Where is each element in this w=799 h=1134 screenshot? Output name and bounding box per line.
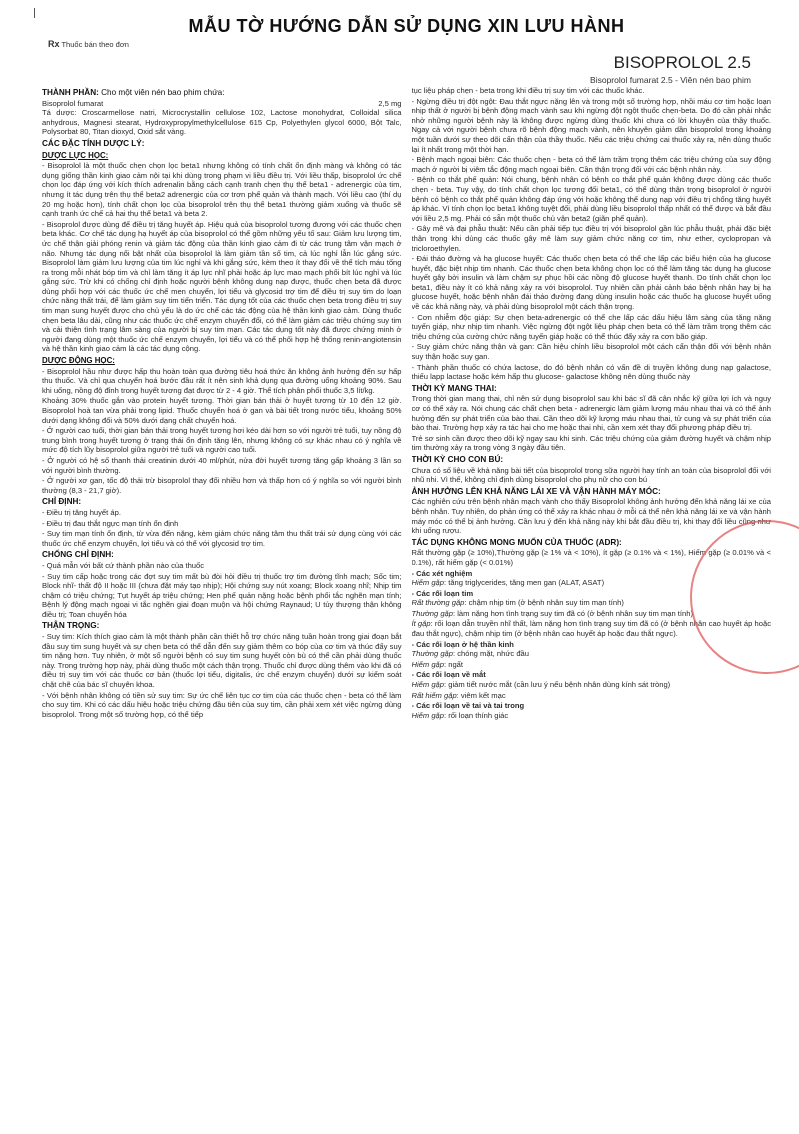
right-column (412, 86, 772, 1126)
adr-eye-2 (412, 691, 772, 701)
content-columns (42, 86, 771, 1126)
adr-text: : viêm kết mạc (456, 690, 506, 700)
adr-text: : chóng mặt, nhức đầu (453, 649, 530, 659)
page-title: MẪU TỜ HƯỚNG DẪN SỬ DỤNG XIN LƯU HÀNH (188, 16, 625, 36)
adr-nervous: - Các rối loạn ở hệ thần kinh (411, 639, 514, 649)
pregnancy-2: Trẻ sơ sinh cần được theo dõi kỹ ngay sau khi sinh. Các triệu chứng của giảm đường huyết và chậm nhịp tim thường xảy ra trong vòng 3 ngày đầu tiên. (411, 433, 771, 453)
adr-text: : rối loạn thính giác (444, 710, 509, 720)
freq-label: Hiếm gặp (411, 578, 444, 588)
adr-title: TÁC DỤNG KHÔNG MONG MUỐN CỦA THUỐC (ADR): (411, 537, 622, 547)
left-column (42, 86, 402, 1126)
warning-bronchospasm: - Bệnh co thắt phế quản: Nói chung, bệnh nhân có bệnh co thắt phế quản không được dùng các thuốc chẹn - beta. Tuy vậy, do tính chất chọn lọc tương đối beta1, có thể dùng thận trọng bisoprolol ở người bệnh có bệnh co thắt phế quản không đáp ứng với hoặc không thể dung nạp với điều trị chống tăng huyết áp khác. Vì tính chọn lọc beta1 không tuyệt đối, phải dùng liều bisoprolol thấp nhất có thể được và bắt đầu với liều 2,5 mg. Phải có sẵn một thuốc chủ vận beta2 (giãn phế quản). (411, 175, 771, 223)
pk-paragraph-4: - Ở người có hệ số thanh thải creatinin dưới 40 ml/phút, nửa đời huyết tương tăng gấp khoảng 3 lần so với người bình thường. (42, 455, 402, 475)
freq-label: Hiếm gặp (411, 659, 444, 669)
crop-mark (34, 8, 39, 18)
adr-eye-1 (412, 680, 772, 690)
freq-label: Ít gặp (411, 619, 431, 629)
adr-ear-1 (412, 711, 772, 721)
freq-label: Hiếm gặp (411, 680, 444, 690)
active-ingredient-row (42, 99, 402, 109)
adr-text: : giảm tiết nước mắt (cần lưu ý nếu bệnh nhân dùng kính sát tròng) (444, 680, 671, 690)
pk-paragraph-3: - Ở người cao tuổi, thời gian bán thải trong huyết tương hơi kéo dài hơn so với người trẻ tuổi, tuy nồng độ trung bình trong huyết tương ở trạng thái ổn định tăng lên, nhưng không có sự khác nhau có ý nghĩa về mức độ tích lũy bisoprolol giữa người trẻ tuổi và người cao tuổi. (42, 426, 402, 455)
indications-title: CHỈ ĐỊNH: (42, 497, 82, 507)
excipients: Tá dược: Croscarmellose natri, Microcrystallin cellulose 102, Lactose monohydrat, Colloidal silica anhydrous, Magnesi stearat, Hydroxypropylmethylcellulose 615 Cp, Polyethylen glycol 6000, Bột Talc, Polysorbat 80, Titan dioxyd, Oxid sắt vàng. (42, 108, 402, 137)
adr-text: : rối loạn dẫn truyền nhĩ thất, làm nặng hơn tình trạng suy tim đã có (ở bệnh nhân cao huyết áp hoặc đau thắt ngực), chậm nhịp tim (ở bệnh nhân cao huyết áp hoặc đau thắt ngực). (411, 619, 771, 639)
adr-nervous-1 (412, 649, 772, 659)
adr-tests: - Các xét nghiệm (411, 568, 473, 578)
adr-cardiac-2 (412, 609, 772, 619)
warning-thyroid: - Cơn nhiễm độc giáp: Sự chẹn beta-adrenergic có thể che lấp các dấu hiệu lâm sàng của tăng năng tuyến giáp, như nhịp tim nhanh. Việc ngừng đột ngột liệu pháp chẹn beta có thể làm trầm trọng thêm các triệu chứng của cường chức năng tuyến giáp hoặc có thể thúc đẩy xảy ra cơn bão giáp. (411, 312, 771, 341)
warning-diabetes: - Đái tháo đường và hạ glucose huyết: Các thuốc chẹn beta có thể che lấp các biểu hiện của hạ glucose huyết, đặc biệt nhịp tim nhanh. Các thuốc chẹn beta không chọn lọc có thể làm tăng tác dụng hạ glucose huyết gây bởi insulin và làm chậm sự phục hồi các nồng độ glucose huyết thanh. Do tính chất chọn lọc beta1, điều này ít có khả năng xảy ra với bisoprolol. Tuy nhiên cần phải cảnh báo bệnh nhân hay bị hạ glucose huyết, hoặc bệnh nhân đái tháo đường đang dùng insulin hoặc các thuốc hạ glucose huyết uống về các khả năng này, và phải dùng bisoprolol một cách thận trọng. (411, 254, 771, 312)
drug-name: BISOPROLOL 2.5 (613, 53, 751, 72)
freq-label: Rất hiếm gặp (411, 690, 457, 700)
composition-intro: Cho một viên nén bao phim chứa: (101, 88, 225, 97)
pk-paragraph-2: Khoảng 30% thuốc gắn vào protein huyết tương. Thời gian bán thải ở huyết tương từ 10 đến 12 giờ. Bisoprolol hoà tan vừa phải trong lipid. Thuốc chuyển hoá ở gan và bài tiết trong nước tiểu, khoảng 50% dưới dạng không đổi và 50% dưới dạng chất chuyển hoá. (42, 396, 402, 425)
adr-cardiac-3 (412, 619, 772, 638)
lactation-1: Chưa có số liệu về khả năng bài tiết của bisoprolol trong sữa người hay tính an toàn của bisoprolol đối với nhũ nhi. Vì thế, không chỉ định dùng bisoprolol cho phụ nữ cho con bú (411, 465, 771, 485)
warning-renal-hepatic: - Suy giảm chức năng thận và gan: Cần hiệu chỉnh liều bisoprolol một cách cẩn thận đối với bệnh nhân suy thận hoặc suy gan. (411, 342, 771, 362)
drug-subtitle: Bisoprolol fumarat 2.5 - Viên nén bao phim (590, 75, 751, 85)
adr-nervous-2 (412, 660, 772, 670)
composition-section (42, 88, 402, 98)
warning-cont: tục liệu pháp chẹn - beta trong khi điều trị suy tim với các thuốc khác. (411, 86, 645, 95)
rx-note (48, 39, 771, 49)
indication-3: - Suy tim mạn tính ổn định, từ vừa đến nặng, kèm giảm chức năng tâm thu thất trái sử dụng cùng với các thuốc ức chế enzym chuyển, lợi tiểu và có thể với glycosid trợ tim. (42, 529, 402, 548)
contraindications-title: CHỐNG CHỈ ĐỊNH: (42, 550, 114, 560)
freq-label: Thường gặp (411, 649, 453, 659)
contraindication-1: - Quá mẫn với bất cứ thành phần nào của thuốc (42, 560, 205, 570)
pregnancy-1: Trong thời gian mang thai, chỉ nên sử dụng bisoprolol sau khi bác sĩ đã cân nhắc kỹ giữa lợi ích và nguy cơ có thể xảy ra. Nói chung các chất chẹn beta - adrenergic làm giảm lượng máu nhau thai và có thể ảnh hưởng đến sự phát triển của bào thai. Cần theo dõi kỹ lượng máu nhau thai, tử cung và sự phát triển của bào thai. Trường hợp xảy ra tác hại cho mẹ hoặc thai nhi, cần xem xét thay đổi phương pháp điều trị. (411, 394, 771, 433)
warning-abrupt-stop: - Ngừng điều trị đột ngột: Đau thắt ngực nặng lên và trong một số trường hợp, nhồi máu cơ tim hoặc loạn nhịp thất ở người bị bệnh động mạch vành sau khi ngừng đột ngột thuốc chẹn-beta. Do đó cần phải nhắc nhở những người bệnh này là không được ngừng dùng thuốc khi chưa có lời khuyên của thầy thuốc. Ngay cả với người bệnh chưa rõ bệnh động mạch vành, nên khuyên giảm dần bisoprolol trong khoảng một tuần dưới sự theo dõi cẩn thận của thầy thuốc. Nếu các triệu chứng cai thuốc xảy ra, nên dùng thuốc lại ít nhất trong một thời hạn. (411, 96, 771, 154)
pk-title: DƯỢC ĐỘNG HỌC: (42, 356, 115, 366)
freq-label: Hiếm gặp (411, 710, 444, 720)
pk-paragraph-5: - Ở người xơ gan, tốc độ thải trừ bisoprolol thay đổi nhiều hơn và thấp hơn có ý nghĩa so với người bình thường (8,3 - 21,7 giờ). (42, 476, 402, 495)
adr-eye: - Các rối loạn về mắt (411, 670, 486, 680)
warning-peripheral: - Bệnh mạch ngoại biên: Các thuốc chẹn - beta có thể làm trầm trọng thêm các triệu chứng của suy động mạch ở người bị viêm tắc động mạch ngoại biên. Cần thận trọng đối với các bệnh nhân này. (411, 155, 771, 174)
warnings-title: THẬN TRỌNG: (42, 621, 100, 631)
adr-cardiac: - Các rối loạn tim (411, 588, 474, 598)
adr-tests-rare (412, 578, 772, 588)
lactation-title: THỜI KỲ CHO CON BÚ: (411, 454, 504, 464)
driving-title: ẢNH HƯỞNG LÊN KHẢ NĂNG LÁI XE VÀ VẬN HÀNH MÁY MÓC: (411, 486, 661, 496)
contraindication-2: - Suy tim cấp hoặc trong các đợt suy tim mất bù đòi hỏi điều trị thuốc trợ tim đường tĩnh mạch; Sốc tim; Block nhĩ- thất độ II hoặc III (chưa đặt máy tạo nhịp); Hội chứng suy nút xoang; Block xoang nhĩ; Nhịp tim chậm có triệu chứng; Tụt huyết áp triệu chứng; Hen phế quản nặng hoặc bệnh phổi tắc nghẽn mạn tính; Bệnh lý động mạch ngoại vi tắc nghẽn giai đoạn muộn và hội chứng Raynaud; U tủy thượng thận không điều trị; Toan chuyển hóa (42, 571, 402, 619)
pd-paragraph-2: - Bisoprolol được dùng để điều trị tăng huyết áp. Hiệu quả của bisoprolol tương đương với các thuốc chẹn beta khác. Cơ chế tác dụng hạ huyết áp của bisoprolol có thể gồm những yếu tố sau: Giảm lưu lượng tim, ức chế thận giải phóng renin và giảm tác động của thần kinh giao cảm đi từ các trung tâm vận mạch ở não. Nhưng tác dụng nổi bật nhất của bisoprolol là làm giảm tần số tim, cả lúc nghỉ lẫn lúc gắng sức. Bisoprolol làm giảm lưu lượng của tim lúc nghỉ và khi gắng sức, kèm theo ít thay đổi về thể tích máu tống ra trong mỗi nhát bóp tim và chỉ làm tăng ít áp lực nhĩ phải hoặc áp lực mao mạch phổi bít lúc nghỉ và lúc gắng sức. Trừ khi có chống chỉ định hoặc người bệnh không dung nạp được, thuốc chẹn beta đã được dùng phối hợp với các thuốc ức chế men chuyển, lợi tiểu và glycosid trợ tim để điều trị suy tim do loạn chức năng thất trái, để làm giảm suy tim tiến triển. Tác dụng tốt của các thuốc chẹn beta trong điều trị suy tim mạn sung huyết được cho chủ yếu là do ức chế các tác động của hệ thần kinh giao cảm. Dùng thuốc chẹn beta lâu dài, cũng như các thuốc ức chế enzym chuyển đổi, có thể làm giảm các triệu chứng suy tim và cải thiện tình trạng lâm sàng của người bị suy tim mạn. Các tác dụng tốt này đã được chứng minh ở người đang dùng một thuốc ức chế enzym chuyển, lợi tiểu và có thể phối hợp hệ thống renin-angiotensin và hệ thần kinh giao cảm là các tác dụng cộng. (42, 219, 402, 354)
indication-2: - Điều trị đau thắt ngực mạn tính ổn định (42, 518, 179, 528)
active-name: Bisoprolol fumarat (42, 98, 104, 108)
pharm-title: CÁC ĐẶC TÍNH DƯỢC LÝ: (42, 138, 145, 148)
adr-frequency: Rất thường gặp (≥ 10%),Thường gặp (≥ 1% và < 10%), ít gặp (≥ 0.1% và < 1%), Hiếm gặp (≥ 0.01% và < 0.1%), rất hiếm gặp (< 0.01%) (411, 548, 771, 567)
warning-1: - Suy tim: Kích thích giao cảm là một thành phần cần thiết hỗ trợ chức năng tuần hoàn trong giai đoạn bắt đầu suy tim sung huyết và sự chẹn beta có thể dẫn đến suy giảm thêm co bóp của cơ tim và thúc đẩy suy tim nặng hơn. Tuy nhiên, ở một số người bệnh có suy tim sung huyết còn bù có thể cần phải dùng thuốc này. Trong trường hợp này, phải dùng thuốc một cách thận trọng. Thuốc chỉ được dùng thêm vào khi đã có điều trị suy tim với các thuốc cơ bản (thuốc lợi tiểu, digitalis, ức chế enzym chuyển) dưới sự kiểm soát chặt chẽ của bác sĩ chuyên khoa. (42, 632, 402, 690)
driving-1: Các nghiên cứu trên bệnh nhân mạch vành cho thấy Bisoprolol không ảnh hưởng đến khả năng lái xe của bệnh nhân. Tuy nhiên, do phản ứng có thể xảy ra khác nhau ở mỗi cá thể nên khả năng lái xe và vận hành máy móc có thể bị ảnh hưởng. Cần lưu ý đến khả năng này khi bắt đầu điều trị, khi thay đổi liều cũng như khi uống rượu. (411, 497, 771, 536)
pk-paragraph-1: - Bisoprolol hầu như được hấp thu hoàn toàn qua đường tiêu hoá thức ăn không ảnh hưởng đến sự hấp thu thuốc. Và chỉ qua chuyển hoá bước đầu rất ít nên sinh khả dụng qua đường uống khoảng 90%. Sau khi uống, nồng độ đỉnh trong huyết tương đạt được từ 2 - 4 giờ. Thể tích phân phối thuốc 3,5 lít/kg. (42, 366, 402, 395)
adr-text: : ngất (444, 659, 463, 669)
warning-2: - Với bệnh nhân không có tiền sử suy tim: Sự ức chế liên tục cơ tim của các thuốc chẹn - beta có thể làm cho suy tim. Khi có các dấu hiệu hoặc triệu chứng đầu tiên của suy tim, cần phải xem xét việc ngừng dùng bisoprolol. Trong một số trường hợp, có thể tiếp (42, 690, 402, 719)
pd-paragraph-1: - Bisoprolol là một thuốc chẹn chọn lọc beta1 nhưng không có tính chất ổn định màng và không có tác dụng giống thần kinh giao cảm nội tại khi dùng trong phạm vi liều điều trị. Với liều thấp, bisoprolol ức chế chọn lọc đáp ứng với kích thích adrenalin bằng cách cạnh tranh chẹn thụ thể beta1 - adrenergic của tim, nhưng ít tác dụng trên thụ thể beta2 adrenergic của cơ trơn phế quản và thành mạch. Với liều cao (thí dụ 20 mg hoặc hơn), tính chất chọn lọc của bisoprolol trên thụ thể beta1 thường giảm xuống và thuốc sẽ cạnh tranh ức chế cả hai thụ thể beta1 và beta 2. (42, 161, 402, 219)
adr-ear: - Các rối loạn về tai và tai trong (411, 701, 525, 711)
adr-text: : làm nặng hơn tình trạng suy tim đã có (ở bệnh nhân suy tim mạn tính) (453, 608, 694, 618)
composition-title: THÀNH PHẦN: (42, 88, 99, 97)
rx-symbol: Rx (48, 39, 60, 49)
adr-text: : tăng triglycerides, tăng men gan (ALAT, ASAT) (444, 578, 605, 588)
adr-text: : chậm nhịp tim (ở bệnh nhân suy tim mạn tính) (464, 598, 624, 608)
warning-lactose: - Thành phần thuốc có chứa lactose, do đó bệnh nhân có vấn đề di truyền không dung nạp galactose, thiếu lapp lactase hoặc kém hấp thu glucose- galactose không nên dùng thuốc này (411, 362, 771, 382)
active-amount: 2,5 mg (378, 98, 402, 108)
pd-title: DƯỢC LỰC HỌC: (42, 150, 109, 160)
freq-label: Rất thường gặp (411, 598, 465, 608)
warning-anesthesia: - Gây mê và đại phẫu thuật: Nếu cần phải tiếp tục điều trị với bisoprolol gần lúc phẫu thuật, phải đặc biệt thận trọng khi dùng các thuốc gây mê làm suy giảm chức năng cơ tim, như ether, cyclopropan và tricloroethylen. (411, 224, 771, 253)
pregnancy-title: THỜI KỲ MANG THAI: (411, 383, 497, 393)
freq-label: Thường gặp (411, 608, 453, 618)
rx-label: Thuốc bán theo đơn (61, 40, 129, 49)
adr-cardiac-1 (412, 598, 772, 608)
indication-1: - Điều trị tăng huyết áp. (42, 507, 121, 517)
